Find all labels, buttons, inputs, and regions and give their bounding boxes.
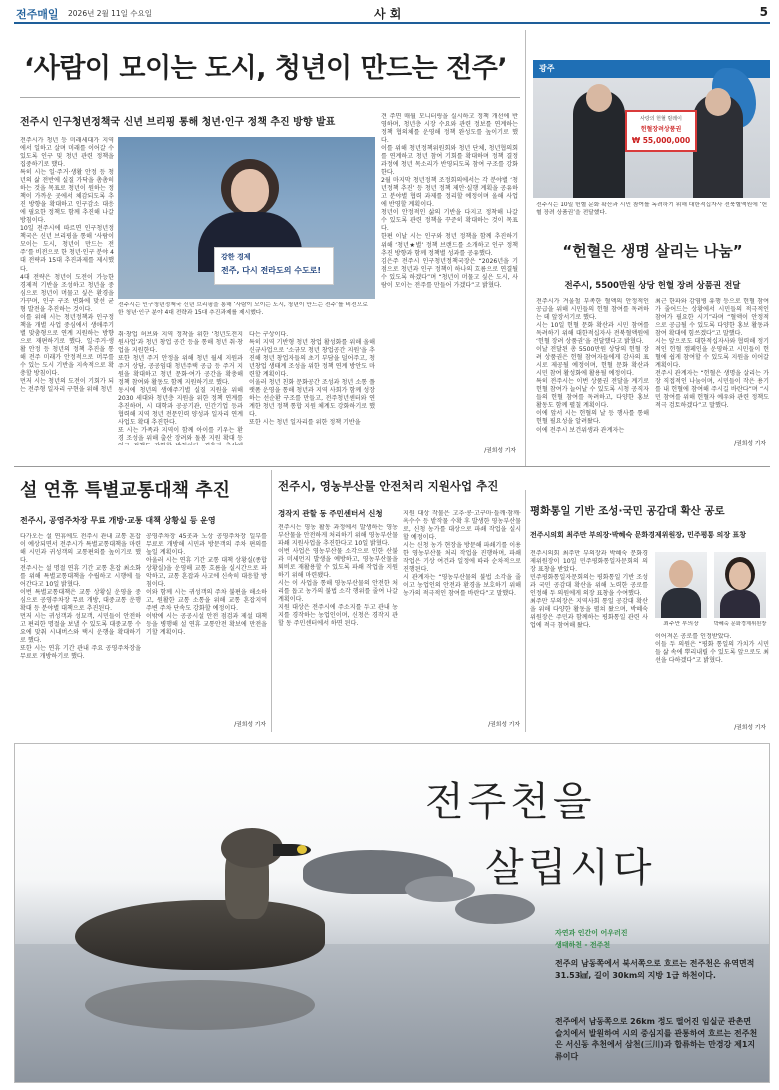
paragraph: 이번 사업은 영농부산물 소각으로 인한 산불과 미세먼지 발생을 예방하고, 영농부산물을 퇴비로 재활용할 수 있도록 파쇄 작업을 지원하기 위해 마련됐다. xyxy=(278,548,398,580)
paragraph: 또한 시는 청년 일자리를 위한 정책 기반을 xyxy=(249,419,361,427)
story4-headline: 전주시, 영농부산물 안전처리 지원사업 추진 xyxy=(278,479,499,493)
park-head xyxy=(729,562,751,590)
paragraph: 10일 전주시에 따르면 인구청년정책국은 신년 브리핑을 통해 ‘사람이 모이는 도시, 청년이 만드는 전주’를 비전으로 한 청년·인구 분야 4대 전략과 15대 추진과제를 제시했다. xyxy=(20,225,114,273)
story1-col3 xyxy=(249,331,375,445)
paragraph: 이날 전달된 총 5500만원 상당의 헌혈 장려 상품권은 헌혈 참여자들에게 감사의 표시로 제공될 예정이며, 헌혈 문화 확산과 시민 참여 활성화에 활용될 예정이다. xyxy=(536,346,649,378)
story4-col1 xyxy=(278,524,398,729)
ad-tag2: 생태하천 - 전주천 xyxy=(555,941,611,949)
card-line2: 헌혈장려상품권 xyxy=(640,126,682,133)
paragraph: 이번 특별교통대책은 교통 상황실 운영을 중심으로 공영주차장 무료 개방, 대중교통 운행 확대 등 분야별 대책으로 추진된다. xyxy=(20,589,141,613)
paragraph: 시는 10일 헌혈 문화 확산과 시민 참여를 독려하기 위해 대한적십자사 전북혈액원에 ‘헌혈 장려 상품권’을 전달했다고 밝혔다. xyxy=(536,322,649,346)
duck-beak-tip xyxy=(297,845,307,854)
person-right-head xyxy=(705,88,731,116)
header-rule xyxy=(14,22,770,24)
paragraph: 이들 두 의원은 “평화 통일의 가치가 시민들 삶 속에 뿌리내릴 수 있도록 앞으로도 최선을 다하겠다”고 밝혔다. xyxy=(655,641,769,665)
paragraph: 또 시는 가족과 지역이 함께 아이를 키우는 환경 조성을 위해 출산 장려와 돌봄 지원 확대 등 xyxy=(118,427,243,443)
story2-byline: /권희성 기자 xyxy=(734,441,766,447)
paragraph: 전주시가 청년 등 미래세대가 지역에서 일하고 살며 미래를 이어갈 수 있도록 인구 및 청년 관련 정책을 집중하기로 했다. xyxy=(20,137,114,169)
story3-col2 xyxy=(146,533,267,721)
paragraph: 견 주면 매월 모니터링을 실시하고 정책 개선에 반영하며, 청년층 시장 수요와 관련 정보를 연계하는 정책 협의체를 운영해 정책 완성도를 높이기로 했다. xyxy=(381,113,518,145)
story1-photo xyxy=(118,137,375,299)
duck-body xyxy=(75,900,325,970)
story2-headline: “헌혈은 생명 살리는 나눔” xyxy=(562,242,743,260)
vertical-divider xyxy=(525,490,526,732)
paper-name: 전주매일 xyxy=(16,8,59,21)
paragraph: 먼저 시는 귀성객과 성묘객, 시민들이 안전하고 편리한 명절을 보낼 수 있도록 대중교통 수요에 맞춰 시내버스와 택시 운행을 확대하기로 했다. xyxy=(20,613,141,645)
ad-frame xyxy=(14,743,770,1083)
paragraph: 공영주차장 45곳과 노상 공영주차장 일부를 무료로 개방해 시민과 방문객의 주차 편의를 높일 계획이다. xyxy=(146,533,267,557)
ad-para1: 전주의 남동쪽에서 북서쪽으로 흐르는 전주천은 유역면적 31.53㎢, 길이 30km의 지방 1급 하천이다. xyxy=(555,959,755,980)
story1-rule xyxy=(20,97,520,98)
paragraph: 다가오는 설 연휴에도 전주시 관내 교통 혼잡이 예상되면서 전주시가 특별교통대책을 마련해 시민과 귀성객의 교통편의를 높이기로 했다. xyxy=(20,533,141,565)
page-header xyxy=(14,4,770,22)
story1-col2 xyxy=(118,331,243,445)
story2-caption: 전주시는 10일 헌혈 문화 확산과 시민 참여를 독려하기 위해 대한적십자사 전북혈액원에 ‘헌혈 장려 상품권’을 전달했다. xyxy=(536,202,768,216)
speaker-face xyxy=(231,169,269,213)
story1-subhead: 전주시 인구청년정책국 신년 브리핑 통해 청년·인구 정책 추진 방향 발표 xyxy=(20,117,336,127)
story1-byline: /권희성 기자 xyxy=(484,448,516,454)
paragraph: 최근 한파와 감염병 유행 등으로 헌혈 참여가 줄어드는 상황에서 시민들의 적극적인 참여가 필요한 시기”라며 “혈액이 안정적으로 공급될 수 있도록 다양한 홍보 활동과 참여 확대에 힘쓰겠다”고 말했다. xyxy=(655,298,769,338)
paragraph: 이에 앞서 시는 헌혈의 날 등 행사를 통해 헌혈 필요성을 알려왔다. xyxy=(536,410,649,426)
paragraph: 이어져온 공로를 인정받았다. xyxy=(655,633,732,640)
story3-headline: 설 연휴 특별교통대책 추진 xyxy=(20,480,231,500)
paragraph: 이울러 청년 친화 문화공간 조성과 청년 소통 플랫폼 운영을 통해 청년과 지역 사회가 함께 성장하는 선순환 구조를 만들고, 전주청년센터와 연계한 청년 정책 통합 지원 체계도 강화하기로 했다. xyxy=(249,379,375,419)
paragraph: 청년이 안정적인 삶의 기반을 다지고 정착해 나갈 수 있도록 관련 정책을 꾸준히 확대하는 것이 목표다. xyxy=(381,209,518,233)
banner-text: 광주 xyxy=(539,64,555,73)
rock xyxy=(455,894,535,924)
card-line1: 사랑의 헌혈 릴레이 xyxy=(640,116,682,122)
paragraph: 전주시의회 최주만 부의장과 박혜숙 문화경제위원장이 10일 민주평화통일자문회의 의장 표창을 받았다. xyxy=(530,550,648,574)
paragraph: 시는 이 사업을 통해 영농부산물의 안전한 처리를 돕고 농가의 불법 소각 행위를 줄여 나갈 계획이다. xyxy=(278,580,398,604)
ad-slogan-line1: 전주천을 xyxy=(425,779,596,825)
story3-col1 xyxy=(20,533,141,730)
paragraph: 시 관계자는 “영농부산물의 불법 소각을 줄이고 농업인의 안전과 환경을 보호하기 위해 농가의 적극적인 참여를 바란다”고 말했다. xyxy=(403,574,521,598)
paragraph: 전주시가 겨울철 부족한 혈액의 안정적인 공급을 위해 시민들의 헌혈 참여를 독려하는 데 앞장서기로 했다. xyxy=(536,298,649,322)
story2-col2 xyxy=(655,298,769,438)
section-name: 사 회 xyxy=(374,7,402,21)
paragraph: 전주시는 설 명절 연휴 기간 교통 혼잡 최소화를 위해 특별교통대책을 수립하고 시행에 들어간다고 10일 밝혔다. xyxy=(20,565,141,589)
story5-col2 xyxy=(655,633,769,721)
ad-para2: 전주에서 남동쪽으로 26km 정도 떨어진 임실군 관촌면 슬치에서 발원하여 시의 중심지를 관통하여 흐르는 전주천은 서신동 추천에서 삼천(三川)과 합류하는 만경강 제1지류이다 xyxy=(555,1017,758,1061)
paragraph: 다는 구상이다. xyxy=(249,331,289,338)
story1-col4 xyxy=(381,113,518,443)
story4-col2 xyxy=(403,510,521,720)
card-amount: ₩ 55,000,000 xyxy=(631,136,691,145)
photo-choi-caption: 최주만 부의장 xyxy=(663,621,699,627)
choi-body xyxy=(661,588,701,618)
page-number: 5 xyxy=(759,5,768,19)
story5-col1 xyxy=(530,550,648,730)
story5-headline: 평화통일 기반 조성·국민 공감대 확산 공로 xyxy=(530,505,725,517)
podium-sign xyxy=(214,247,334,285)
photo-choi xyxy=(655,552,707,618)
paragraph: 전주시는 영농 활동 과정에서 발생하는 영농부산물을 안전하게 처리하기 위해 영농부산물 파쇄 지원사업을 추진한다고 10일 밝혔다. xyxy=(278,524,398,548)
section-rule xyxy=(14,466,770,467)
vertical-divider xyxy=(271,470,272,732)
paragraph: 아울러 시는 연휴 기간 교통 대책 상황실(종합상황실)을 운영해 교통 흐름을 실시간으로 파악하고, 교통 혼잡과 사고에 신속히 대응할 방침이다. xyxy=(146,557,267,589)
ad-tag1: 자연과 인간이 어우러진 xyxy=(555,929,628,937)
paragraph: 특히 전주시는 이번 상품권 전달을 계기로 헌혈 참여가 늘어날 수 있도록 시청 공직자들의 헌혈 참여를 독려하고, 다양한 홍보 활동도 함께 펼칠 계획이다. xyxy=(536,378,649,410)
story5-subhead: 전주시의회 최주만 부의장·박혜숙 문화경제위원장, 민주평통 의장 표창 xyxy=(530,531,747,539)
sign-line2: 전주, 다시 전라도의 수도로! xyxy=(221,266,322,275)
story2-col1 xyxy=(536,298,649,446)
duck-reflection xyxy=(85,980,315,1030)
paragraph: 이를 위해 청년정책위원회와 청년 단체, 청년협의회를 연계하고 청년 참여 기회를 확대하며 정책 결정 과정에 청년 목소리가 반영되도록 참여 구조를 강화한다. xyxy=(381,145,518,177)
story4-byline: /권희성 기자 xyxy=(488,722,520,728)
paragraph: 한편 이날 시는 인구와 청년 정책을 함께 추진하기 위해 ‘청년★별’ 정책 브랜드를 소개하고 인구 정책 추진 방향과 함께 정책별 성과를 공유했다. xyxy=(381,233,518,257)
paragraph: 동시에 청년의 생애주기별 실질 지원을 위해 2030 세대와 청년층 지원을 위한 정책 연계를 추진하며, 시 대학과 공공기관, 민간기업 등과 협력해 지역 청년 전문인력 양성과 일자리 연계 사업도 확대 추진한다. xyxy=(118,387,243,427)
paragraph: 특히 시는 일·주거·생활 안정 등 청년의 삶 전반에 실질 가닥을 촘촘히 하는 것을 목표로 청년이 원하는 정책이 가까운 곳에서 체감되도록 추진 방향을 확대하고 인구감소 대응에 필요한 정책도 함께 추진해 나갈 방침이다. xyxy=(20,169,114,225)
story2-photo xyxy=(533,60,770,198)
paragraph: 이를 위해 시는 청년정책과 인구정책을 개별 사업 중심에서 생애주기별 맞춤형으로 연계 지원하는 방향으로 재편하기로 했다. 일·주거·생활 안정 등 청년의 정책 추진을 통해 전주 미래가 안정적으로 머무를 수 있는 도시 기반을 지속적으로 확충할 방침이다. xyxy=(20,313,114,377)
paragraph: 최주만 부의장은 지역사회 통일 공감대 확산을 위해 다양한 활동을 펼쳐 왔으며, 박혜숙 위원장은 주민과 함께하는 평화통일 관련 사업에 적극 참여해 왔다. xyxy=(530,598,648,630)
paragraph: 또한 청년 주거 안정을 위해 청년 월세 지원과 주거 상담, 공공임대 청년주택 공급 등 주거 지원을 확대하고 청년 문화·여가 공간을 확충해 정책 참여와 활동도 함께 지원하기로 했다. xyxy=(118,355,243,387)
paragraph: 지원 대상 작물은 고추·콩·고구마·들깨·참깨·옥수수 등 밭작물 수확 후 발생한 영농부산물로, 신청 농가를 대상으로 파쇄 작업을 실시할 예정이다. xyxy=(403,510,521,542)
paragraph: 시는 앞으로도 대한적십자사와 협력해 정기적인 헌혈 캠페인을 운영하고 시민들이 헌혈에 쉽게 참여할 수 있도록 지원을 이어갈 계획이다. xyxy=(655,338,769,370)
paragraph: 4대 전략은 청년이 도전이 가능한 경제적 기반을 조성하고 청년을 중심으로 청년이 머물고 싶은 환경을 가꾸며, 인구 구조 변화에 맞선 균형 발전을 추진하는 것이다. xyxy=(20,273,114,313)
ad-slogan-line2: 살립시다 xyxy=(485,845,656,891)
paragraph: 민주평화통일자문회의는 평화통일 기반 조성과 국민 공감대 확산을 위해 노력한 공로를 인정해 두 의원에게 의장 표창을 수여했다. xyxy=(530,574,648,598)
story3-subhead: 전주시, 공영주차장 무료 개방·교통 대책 상황실 등 운영 xyxy=(20,516,216,525)
paragraph: 이와 함께 시는 귀성객의 주차 불편을 해소하고, 원활한 교통 소통을 위해 교통 혼잡지역 주변 주차 단속도 강화할 예정이다. xyxy=(146,589,267,613)
park-body xyxy=(720,590,760,618)
story1-headline: ‘사람이 모이는 도시, 청년이 만드는 전주’ xyxy=(24,53,508,84)
paragraph: 김은주 전주시 인구청년정책국장은 “2026년을 기점으로 청년과 인구 정책이 하나의 흐름으로 연결될 수 있도록 하겠다”며 “청년이 머물고 싶은 도시, 사람이 모이는 전주를 만들어 가겠다”고 밝혔다. xyxy=(381,257,518,289)
paragraph: 2월 마지막 청년정책 조정회의에서는 각 분야별 ‘청년정책 추진’ 등 청년 정책 제안·실행 계획을 공유하고 분야별 협력 과제를 정리할 예정이며 올해 사업에 반영할 계획이다. xyxy=(381,177,518,209)
photo-park xyxy=(714,552,766,618)
paragraph: 먼저 시는 청년의 도전이 기회가 되는 전주형 일자리 구현을 위해 청년 xyxy=(20,377,114,393)
vertical-divider xyxy=(525,30,526,466)
story1-col1 xyxy=(20,137,114,445)
paragraph: 이밖에 시는 공공시설 안전 점검과 제설 대책 등을 병행해 설 연휴 교통안전 확보에 만전을 기할 계획이다. xyxy=(146,613,267,637)
sign-line1: 강한 경제 xyxy=(221,253,251,261)
person-left-head xyxy=(586,84,612,112)
story2-subhead: 전주시, 5500만원 상당 헌혈 장려 상품권 전달 xyxy=(564,281,741,291)
paragraph: 지원 대상은 전주시에 주소지를 두고 관내 농지를 경작하는 농업인이며, 신청은 경작지 관할 동 주민센터에서 하면 된다. xyxy=(278,604,398,628)
photo-park-caption: 박혜숙 문화경제위원장 xyxy=(713,621,767,627)
donation-card xyxy=(625,110,697,152)
paragraph: 특히 지역 기반형 청년 창업 활성화를 위해 올해 신규사업으로 ‘소규모 청년 창업공간 지원’을 추진해 청년 창업자들의 초기 부담을 덜어주고, 청년창업 생태계 조성을 위한 정책 연계 방안도 마련할 계획이다. xyxy=(249,339,375,379)
story4-subhead: 경작지 관할 동 주민센터서 신청 xyxy=(278,509,383,518)
paragraph: 또한 시는 연휴 기간 관내 주요 공영주차장을 무료로 개방하기로 했다. xyxy=(20,645,141,661)
choi-head xyxy=(669,560,693,588)
story3-byline: /권희성 기자 xyxy=(234,722,266,728)
story1-caption: 전주시는 인구청년정책국 신년 브리핑을 통해 ‘사람이 모이는 도시, 청년이 만드는 전주’를 비전으로 한 청년·인구 분야 4대 전략과 15대 추진과제를 제시했다. xyxy=(118,302,368,316)
paragraph: 취·창업 허브와 지역 정착을 위한 ‘청년도전지원사업’과 청년 창업 공간 등을 통해 청년 취·창업을 지원한다. xyxy=(118,331,243,355)
story5-byline: /권희성 기자 xyxy=(734,725,766,731)
issue-date: 2026년 2월 11일 수요일 xyxy=(68,9,153,18)
paragraph: 전주시 관계자는 “헌혈은 생명을 살리는 가장 직접적인 나눔이며, 시민들이 작은 용기를 내 헌혈에 참여해 주시길 바란다”며 “시민 참여를 위해 헌혈자 예우와 관련 정책도 적극 검토하겠다”고 말했다. xyxy=(655,370,769,410)
paragraph: 시는 신청 농가 현장을 방문해 파쇄기를 이용한 영농부산물 처리 작업을 진행하며, 파쇄 작업은 기상 여건과 일정에 따라 순차적으로 진행된다. xyxy=(403,542,521,574)
paragraph: 이에 전주시 보건위생과 관계자는 xyxy=(536,426,625,434)
